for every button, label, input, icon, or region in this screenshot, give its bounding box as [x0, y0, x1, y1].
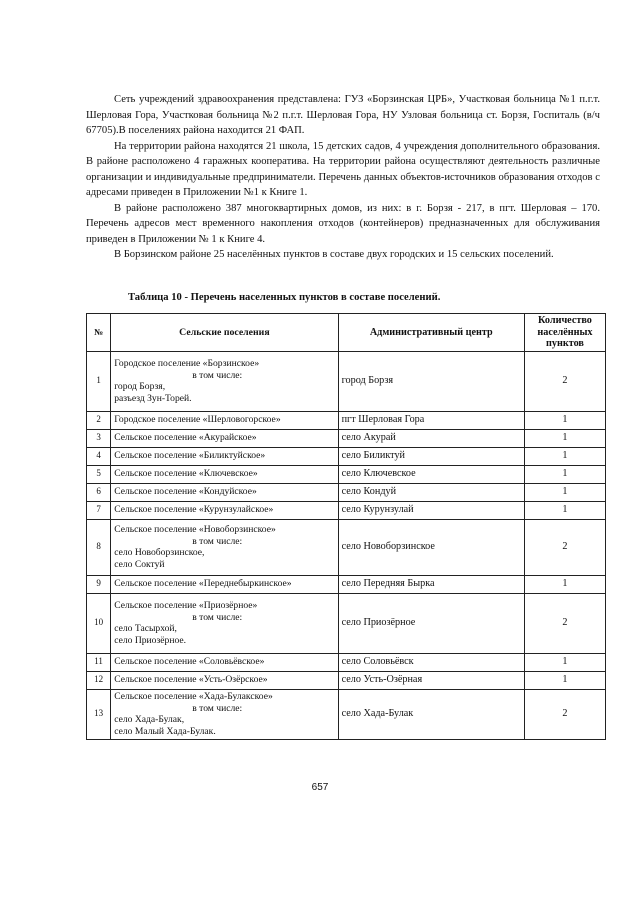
table-row [87, 593, 606, 653]
table-row [87, 653, 606, 671]
row-number: 10 [87, 593, 111, 653]
settlement-name: Сельское поселение «Акурайское» [114, 432, 257, 444]
row-number: 5 [87, 465, 111, 483]
row-number: 8 [87, 519, 111, 575]
row-number: 11 [87, 653, 111, 671]
admin-center-cell: город Борзя [338, 351, 524, 411]
row-number: 7 [87, 501, 111, 519]
settlement-count-cell: 2 [524, 689, 605, 739]
table-row [87, 575, 606, 593]
admin-center-cell: село Биликтуй [338, 447, 524, 465]
settlement-name: Сельское поселение «Приозёрное» [114, 600, 258, 611]
settlement-name: Сельское поселение «Хада-Булакское» [114, 691, 273, 702]
row-number: 2 [87, 411, 111, 429]
included-settlement: село Приозёрное. [114, 634, 187, 646]
paragraph-schools: На территории района находятся 21 школа, 15 детских садов, 4 учреждения дополнительного образования. В районе расположено 4 гаражных кооператива. На территории района осуществляют деятельность различные организации и индивидуальные предприниматели. Перечень данных объектов-источников образования отходов с адресами приведен в Приложении №1 к Книге 1. [86, 140, 600, 198]
settlement-count-cell: 2 [524, 519, 605, 575]
settlement-cell [111, 501, 338, 519]
included-settlement: село Малый Хада-Булак. [114, 725, 216, 737]
header-count: Количество населённых пунктов [524, 314, 605, 352]
settlement-count-cell: 1 [524, 671, 605, 689]
admin-center-cell: село Новоборзинское [338, 519, 524, 575]
settlement-count-cell: 1 [524, 575, 605, 593]
row-number: 13 [87, 689, 111, 739]
body-text [86, 92, 600, 263]
including-label: в том числе: [192, 535, 243, 547]
table-header-row [87, 314, 606, 352]
settlement-cell [111, 483, 338, 501]
included-settlement: село Тасырхой, [114, 623, 177, 634]
settlement-count-cell: 1 [524, 447, 605, 465]
included-settlement: село Хада-Булак, [114, 714, 185, 725]
settlement-count-cell: 1 [524, 501, 605, 519]
settlement-cell [111, 689, 338, 739]
settlement-count-cell: 1 [524, 411, 605, 429]
included-settlement: село Соктуй [114, 558, 165, 570]
table-row [87, 429, 606, 447]
including-label: в том числе: [192, 611, 243, 623]
settlement-cell [111, 653, 338, 671]
admin-center-cell: село Акурай [338, 429, 524, 447]
settlement-cell [111, 447, 338, 465]
admin-center-cell: село Передняя Бырка [338, 575, 524, 593]
settlement-count-cell: 1 [524, 429, 605, 447]
included-settlement: село Новоборзинское, [114, 547, 205, 558]
settlement-count-cell: 1 [524, 653, 605, 671]
settlement-cell [111, 575, 338, 593]
row-number: 9 [87, 575, 111, 593]
row-number: 12 [87, 671, 111, 689]
table-row [87, 689, 606, 739]
admin-center-cell: село Соловьёвск [338, 653, 524, 671]
settlement-count-cell: 2 [524, 351, 605, 411]
table-row [87, 411, 606, 429]
admin-center-cell: село Хада-Булак [338, 689, 524, 739]
settlement-name: Сельское поселение «Ключевское» [114, 468, 258, 480]
paragraph-healthcare: Сеть учреждений здравоохранения представлена: ГУЗ «Борзинская ЦРБ», Участковая больница №1 п.г.т. Шерловая Гора, Участковая больница №2 п.г.т. Шерловая Гора, НУ Узловая больница ст. Борзя, Госпиталь (в/ч 67705).В поселениях района находится 21 ФАП. [86, 94, 600, 136]
settlement-name: Городское поселение «Шерловогорское» [114, 414, 281, 426]
settlement-name: Сельское поселение «Переднебыркинское» [114, 578, 292, 590]
admin-center-cell: село Кондуй [338, 483, 524, 501]
settlement-count-cell: 2 [524, 593, 605, 653]
table-row [87, 671, 606, 689]
table-row [87, 465, 606, 483]
settlement-name: Сельское поселение «Новоборзинское» [114, 524, 276, 535]
settlement-cell [111, 671, 338, 689]
row-number: 6 [87, 483, 111, 501]
settlement-name: Сельское поселение «Курунзулайское» [114, 504, 274, 516]
settlement-cell [111, 519, 338, 575]
table-caption: Таблица 10 - Перечень населенных пунктов в составе поселений. [128, 292, 441, 303]
settlement-name: Сельское поселение «Усть-Озёрское» [114, 674, 268, 686]
settlements-table [86, 313, 606, 740]
table-row [87, 447, 606, 465]
including-label: в том числе: [192, 369, 243, 381]
paragraph-housing: В районе расположено 387 многоквартирных домов, из них: в г. Борзя - 217, в пгт. Шерловая – 170. Перечень адресов мест временного накопления отходов (контейнеров) предназначенных для обслуживания приведен в Приложении № 1 к Книге 4. [86, 202, 600, 245]
settlement-cell [111, 411, 338, 429]
admin-center-cell: село Ключевское [338, 465, 524, 483]
settlement-name: Городское поселение «Борзинское» [114, 358, 260, 369]
admin-center-cell: пгт Шерловая Гора [338, 411, 524, 429]
included-settlement: разъезд Зун-Торей. [114, 392, 192, 404]
settlement-name: Сельское поселение «Соловьёвское» [114, 656, 265, 668]
settlement-count-cell: 1 [524, 483, 605, 501]
row-number: 3 [87, 429, 111, 447]
table-row [87, 519, 606, 575]
settlement-name: Сельское поселение «Биликтуйское» [114, 450, 266, 462]
row-number: 1 [87, 351, 111, 411]
settlement-cell [111, 429, 338, 447]
admin-center-cell: село Курунзулай [338, 501, 524, 519]
header-settlements: Сельские поселения [111, 314, 338, 352]
settlement-cell [111, 351, 338, 411]
including-label: в том числе: [192, 702, 243, 714]
table-row [87, 351, 606, 411]
header-number: № [87, 314, 111, 352]
settlement-name: Сельское поселение «Кондуйское» [114, 486, 257, 498]
included-settlement: город Борзя, [114, 381, 166, 392]
settlement-count-cell: 1 [524, 465, 605, 483]
table-row [87, 501, 606, 519]
paragraph-settlements: В Борзинском районе 25 населённых пунктов в составе двух городских и 15 сельских поселений. [114, 249, 554, 260]
settlement-cell [111, 465, 338, 483]
admin-center-cell: село Приозёрное [338, 593, 524, 653]
table-row [87, 483, 606, 501]
row-number: 4 [87, 447, 111, 465]
settlement-cell [111, 593, 338, 653]
header-admin-center: Административный центр [338, 314, 524, 352]
admin-center-cell: село Усть-Озёрная [338, 671, 524, 689]
page-number: 657 [311, 782, 329, 793]
